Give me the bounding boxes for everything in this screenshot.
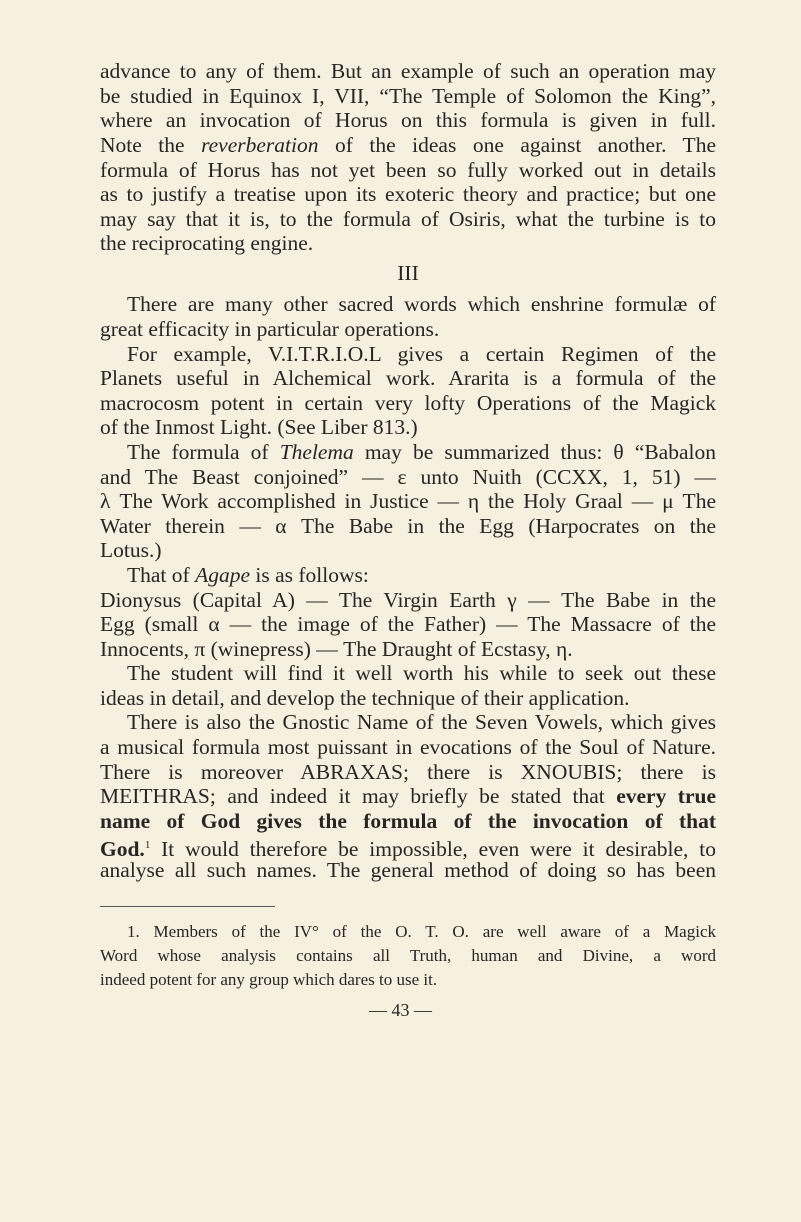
text-run: Water therein — α The Babe in the Egg (Harpocrates on the [100, 514, 716, 538]
text-line [100, 538, 716, 562]
text-line [127, 563, 716, 587]
text-line [100, 612, 716, 636]
text-run: Word whose analysis contains all Truth, human and Divine, a word [100, 946, 716, 965]
text-run: There is moreover ABRAXAS; there is XNOUBIS; there is [100, 760, 716, 784]
text-line [127, 661, 716, 685]
text-run: There is also the Gnostic Name of the Seven Vowels, which gives [127, 710, 716, 734]
text-line [100, 514, 716, 538]
text-line [100, 760, 716, 784]
text-line [100, 415, 716, 439]
text-line [100, 133, 716, 157]
text-run: great efficacity in particular operations. [100, 317, 440, 341]
text-line [100, 784, 716, 808]
text-line [100, 84, 716, 108]
text-run: 1. Members of the IV° of the O. T. O. are well aware of a Magick [127, 922, 716, 941]
text-line [100, 489, 716, 513]
text-line [127, 440, 716, 464]
text-run: be studied in Equinox I, VII, “The Temple of Solomon the King”, [100, 84, 716, 108]
text-run: Planets useful in Alchemical work. Ararita is a formula of the [100, 366, 716, 390]
text-line [100, 809, 716, 833]
footnote-line [127, 921, 716, 943]
text-line [127, 710, 716, 734]
text-run: may be summarized thus: θ “Babalon [353, 440, 716, 464]
text-run: formula of Horus has not yet been so fully worked out in details [100, 158, 716, 182]
text-run: analyse all such names. The general method of doing so has been [100, 858, 716, 882]
text-run: ideas in detail, and develop the technique of their application. [100, 686, 630, 710]
footnote-line [100, 945, 716, 967]
text-run: The formula of [127, 440, 280, 464]
text-line [100, 207, 716, 231]
text-line [127, 292, 716, 316]
text-line [100, 735, 716, 759]
text-run: where an invocation of Horus on this formula is given in full. [100, 108, 716, 132]
italic-text: Agape [195, 563, 250, 587]
text-run: a musical formula most puissant in evocations of the Soul of Nature. [100, 735, 716, 759]
text-line [100, 317, 716, 341]
text-run: advance to any of them. But an example of such an operation may [100, 59, 716, 83]
italic-text: Thelema [279, 440, 354, 464]
bold-text: God. [100, 837, 145, 862]
text-line [100, 833, 716, 861]
text-run: of the Inmost Light. (See Liber 813.) [100, 415, 418, 439]
text-line [100, 108, 716, 132]
bold-text: every true [616, 784, 716, 808]
text-line [100, 637, 716, 661]
text-line [127, 342, 716, 366]
text-run: There are many other sacred words which enshrine formulæ of [127, 292, 716, 316]
text-line [100, 261, 716, 285]
text-line [100, 182, 716, 206]
text-line [100, 465, 716, 489]
text-line [100, 59, 716, 83]
text-run: Lotus.) [100, 538, 162, 562]
text-run: Note the [100, 133, 202, 157]
text-run: as to justify a treatise upon its exoteric theory and practice; but one [100, 182, 716, 206]
text-run: Innocents, π (winepress) — The Draught of Ecstasy, η. [100, 637, 573, 661]
text-run: Egg (small α — the image of the Father) — The Massacre of the [100, 612, 716, 636]
text-line [100, 858, 716, 882]
text-run: of the ideas one against another. The [318, 133, 716, 157]
text-run: The student will find it well worth his while to seek out these [127, 661, 716, 685]
footnote-rule [100, 906, 275, 907]
text-line [100, 391, 716, 415]
text-run: For example, V.I.T.R.I.O.L gives a certain Regimen of the [127, 342, 716, 366]
text-line [100, 686, 716, 710]
text-run: the reciprocating engine. [100, 231, 314, 255]
text-run: indeed potent for any group which dares to use it. [100, 970, 438, 989]
text-line [100, 158, 716, 182]
text-run: That of [127, 563, 196, 587]
text-run: Dionysus (Capital A) — The Virgin Earth γ — The Babe in the [100, 588, 716, 612]
text-line [100, 366, 716, 390]
bold-text: name of God gives the formula of the invocation of that [100, 809, 716, 833]
page-number: — 43 — [369, 1000, 432, 1020]
text-run: is as follows: [250, 563, 369, 587]
text-run: λ The Work accomplished in Justice — η the Holy Graal — μ The [100, 489, 716, 513]
footnote-ref: 1 [144, 839, 151, 851]
text-run: III [397, 261, 419, 285]
text-run: macrocosm potent in certain very lofty Operations of the Magick [100, 391, 716, 415]
text-line [100, 588, 716, 612]
text-run: It would therefore be impossible, even were it desirable, to [150, 837, 716, 862]
italic-text: reverberation [201, 133, 319, 157]
text-run: may say that it is, to the formula of Osiris, what the turbine is to [100, 207, 716, 231]
text-line [100, 231, 716, 255]
text-run: and The Beast conjoined” — ε unto Nuith (CCXX, 1, 51) — [100, 465, 716, 489]
text-run: MEITHRAS; and indeed it may briefly be stated that [100, 784, 617, 808]
footnote-line [100, 969, 716, 991]
